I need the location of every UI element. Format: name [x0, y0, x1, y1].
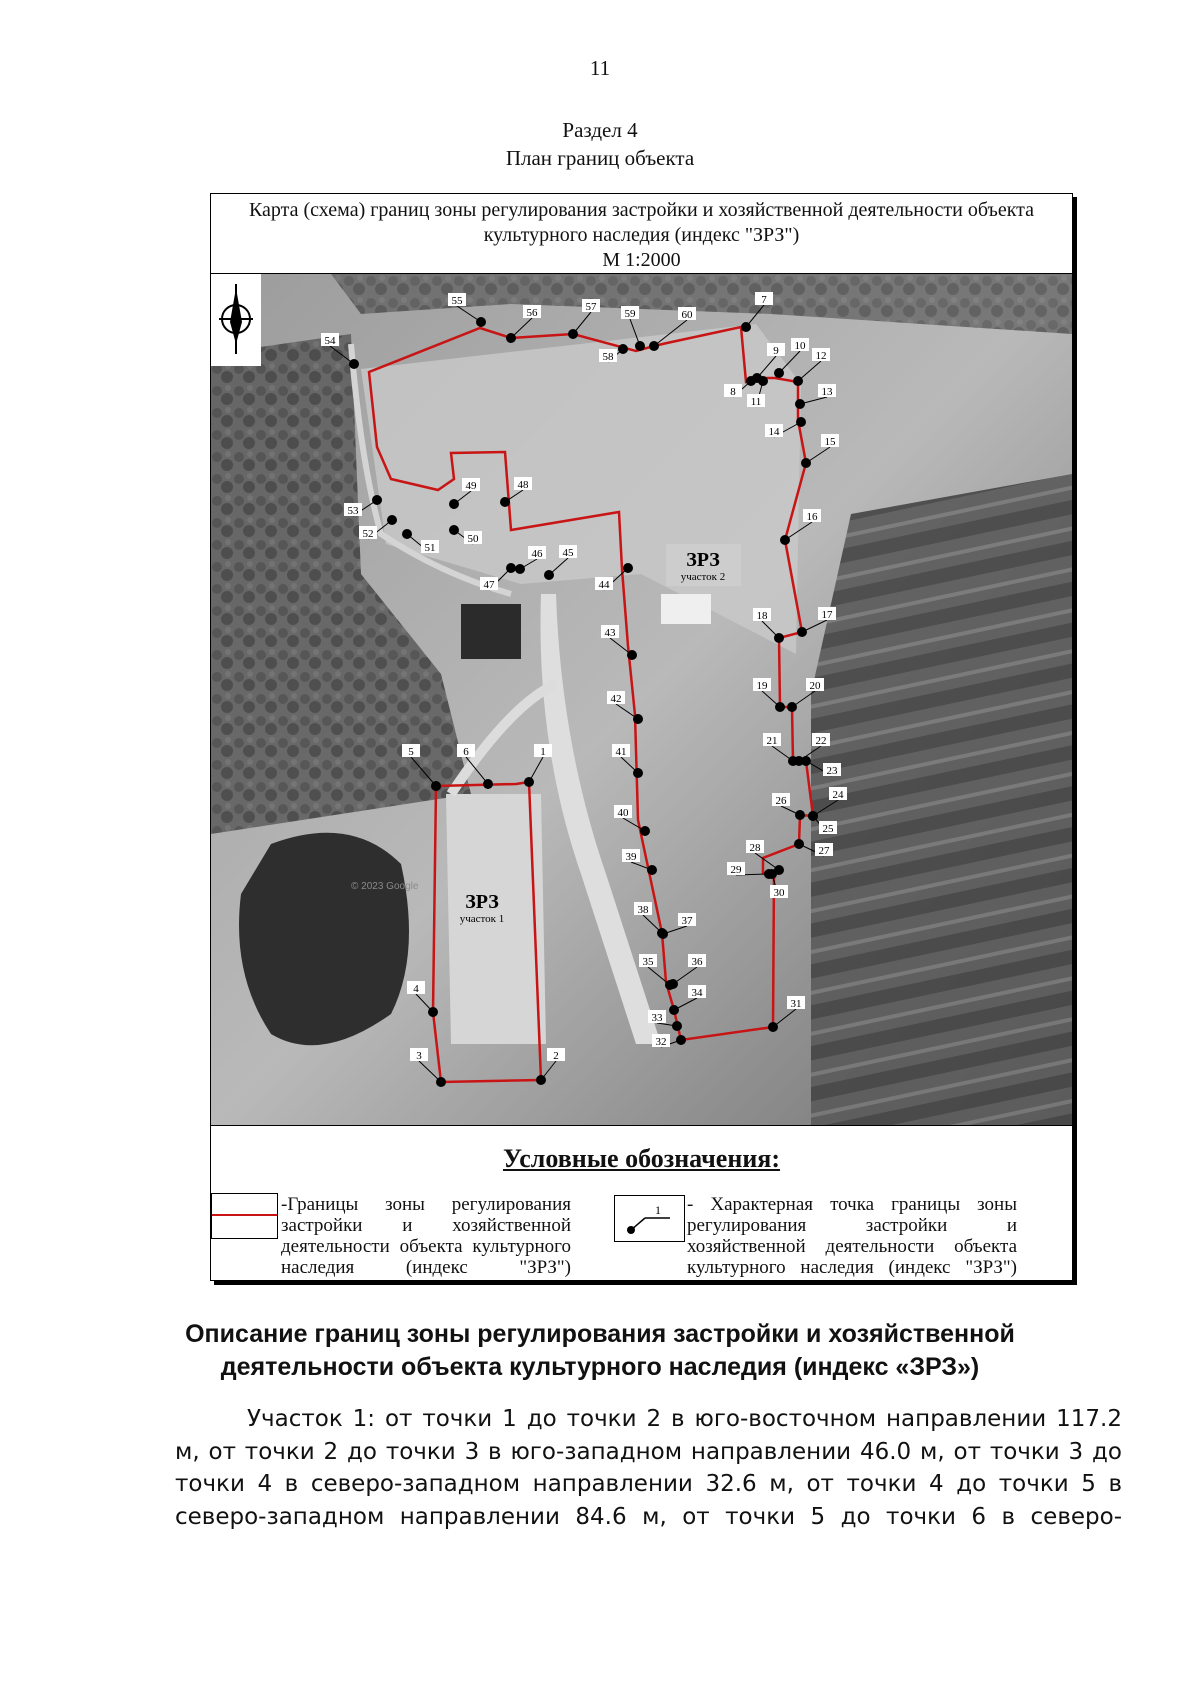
point-marker-46 [515, 564, 525, 574]
fields-right [811, 474, 1072, 1125]
legend-boundary-line-2: застройки и хозяйственной [281, 1215, 571, 1236]
map-image [211, 274, 1072, 1125]
point-label-25: 25 [822, 823, 834, 835]
legend-point-line-3: хозяйственной деятельности объекта [687, 1236, 1017, 1257]
point-marker-53 [372, 495, 382, 505]
point-marker-4 [428, 1007, 438, 1017]
point-label-34: 34 [691, 987, 703, 999]
legend-boundary-line-4: наследия (индекс "ЗРЗ") [281, 1257, 571, 1278]
legend-point-line-2: регулирования застройки и [687, 1215, 1017, 1236]
map-frame [210, 193, 1073, 1281]
legend [211, 1125, 1072, 1281]
zone-1-label [460, 891, 505, 925]
point-label-18: 18 [756, 610, 768, 622]
point-marker-27 [794, 839, 804, 849]
description-heading-line-2: деятельности объекта культурного наследия (индекс «ЗРЗ») [220, 1353, 980, 1381]
point-marker-54 [349, 359, 359, 369]
point-label-5: 5 [408, 746, 414, 758]
point-marker-30 [767, 869, 777, 879]
point-label-41: 41 [615, 746, 627, 758]
point-label-58: 58 [602, 351, 614, 363]
point-marker-48 [500, 497, 510, 507]
point-marker-14 [796, 417, 806, 427]
point-marker-1 [524, 777, 534, 787]
point-label-37: 37 [681, 915, 693, 927]
point-label-38: 38 [637, 904, 649, 916]
map-title-line-1: Карта (схема) границ зоны регулирования застройки и хозяйственной деятельности объекта [248, 199, 1035, 221]
point-marker-40 [640, 826, 650, 836]
point-marker-52 [387, 515, 397, 525]
point-marker-10 [774, 368, 784, 378]
point-label-36: 36 [691, 956, 703, 968]
point-label-8: 8 [730, 386, 736, 398]
point-label-6: 6 [463, 746, 469, 758]
zone-2-name: ЗРЗ [686, 549, 720, 571]
point-marker-7 [741, 322, 751, 332]
legend-point-line-4: культурного наследия (индекс "ЗРЗ") [687, 1257, 1017, 1278]
point-label-7: 7 [761, 294, 767, 306]
point-label-31: 31 [790, 998, 802, 1010]
point-label-39: 39 [625, 851, 637, 863]
point-marker-34 [669, 1005, 679, 1015]
point-marker-45 [544, 570, 554, 580]
point-marker-11 [758, 376, 768, 386]
description-paragraph: Участок 1: от точки 1 до точки 2 в юго-восточном направлении 117.2 м, от точки 2 до точки 3 в юго-западном направлении 46.0 м, от точки 3 до точки 4 в северо-западном направлении 32.6 м, от точки 4 до точки 5 в северо-западном направлении 84.6 м, от точки 5 до точки 6 в северо- [175, 1406, 1122, 1530]
point-label-22: 22 [815, 735, 827, 747]
point-label-3: 3 [416, 1050, 422, 1062]
point-marker-23 [801, 756, 811, 766]
point-label-42: 42 [610, 693, 622, 705]
point-marker-56 [506, 333, 516, 343]
point-label-20: 20 [809, 680, 821, 692]
point-label-35: 35 [642, 956, 654, 968]
point-label-1: 1 [540, 746, 546, 758]
point-marker-13 [795, 399, 805, 409]
point-marker-25 [808, 811, 818, 821]
point-label-30: 30 [773, 887, 785, 899]
section-heading: Раздел 4 [562, 118, 638, 142]
legend-boundary-description [281, 1194, 571, 1299]
point-marker-15 [801, 458, 811, 468]
point-label-4: 4 [413, 983, 419, 995]
point-marker-5 [431, 781, 441, 791]
point-marker-38 [657, 928, 667, 938]
point-marker-6 [483, 779, 493, 789]
point-label-51: 51 [424, 542, 436, 554]
pond [239, 833, 409, 1046]
legend-point-line-1: - Характерная точка границы зоны [687, 1194, 1017, 1215]
point-label-47: 47 [483, 579, 495, 591]
point-label-9: 9 [773, 345, 779, 357]
point-label-24: 24 [832, 789, 844, 801]
zone-1-name: ЗРЗ [465, 891, 499, 913]
description-heading-line-1: Описание границ зоны регулирования застройки и хозяйственной [185, 1320, 1015, 1348]
legend-point-label: 1 [655, 1203, 661, 1217]
point-label-19: 19 [756, 680, 768, 692]
point-marker-20 [787, 702, 797, 712]
map-title-line-2: культурного наследия (индекс "ЗРЗ") [483, 224, 800, 246]
legend-boundary-line-3: деятельности объекта культурного [281, 1236, 571, 1257]
page-number: 11 [589, 56, 611, 80]
point-marker-36 [668, 979, 678, 989]
point-marker-55 [476, 317, 486, 327]
north-arrow-icon [211, 274, 261, 366]
point-label-60: 60 [681, 309, 693, 321]
point-label-27: 27 [818, 845, 830, 857]
point-marker-39 [647, 865, 657, 875]
point-label-10: 10 [794, 340, 806, 352]
point-marker-3 [436, 1077, 446, 1087]
legend-point-sample [614, 1195, 685, 1242]
legend-title: Условные обозначения: [502, 1144, 781, 1173]
point-marker-31 [768, 1022, 778, 1032]
point-marker-33 [672, 1021, 682, 1031]
map-header [211, 194, 1072, 274]
point-marker-44 [623, 563, 633, 573]
point-label-32: 32 [655, 1036, 667, 1048]
point-label-15: 15 [824, 436, 836, 448]
point-marker-18 [774, 633, 784, 643]
point-label-45: 45 [562, 547, 574, 559]
map-watermark: © 2023 Google [351, 881, 419, 892]
point-marker-51 [402, 529, 412, 539]
zone-2-sub: участок 2 [680, 571, 726, 583]
point-label-13: 13 [821, 386, 833, 398]
point-label-23: 23 [826, 765, 838, 777]
point-label-49: 49 [465, 480, 477, 492]
point-label-26: 26 [775, 795, 787, 807]
zone-2-label [666, 544, 741, 586]
point-label-14: 14 [768, 426, 780, 438]
point-label-40: 40 [617, 807, 629, 819]
point-label-59: 59 [624, 308, 636, 320]
legend-line-sample [211, 1193, 278, 1239]
point-label-12: 12 [815, 350, 827, 362]
section-title [0, 116, 1200, 172]
map-scale: М 1:2000 [602, 249, 681, 271]
point-label-52: 52 [362, 528, 374, 540]
point-marker-19 [775, 702, 785, 712]
point-label-28: 28 [749, 842, 761, 854]
point-label-53: 53 [347, 505, 359, 517]
point-marker-59 [635, 341, 645, 351]
point-label-46: 46 [531, 548, 543, 560]
point-marker-57 [568, 329, 578, 339]
point-label-44: 44 [598, 579, 610, 591]
point-marker-42 [633, 714, 643, 724]
point-label-48: 48 [517, 479, 529, 491]
point-label-11: 11 [750, 396, 762, 408]
point-marker-32 [676, 1035, 686, 1045]
point-label-17: 17 [821, 609, 833, 621]
point-label-56: 56 [526, 307, 538, 319]
point-label-43: 43 [604, 627, 616, 639]
point-marker-41 [633, 768, 643, 778]
point-label-57: 57 [585, 301, 597, 313]
point-label-54: 54 [324, 335, 336, 347]
legend-boundary-line-1: -Границы зоны регулирования [281, 1194, 571, 1215]
legend-point-description [687, 1194, 1017, 1299]
point-label-33: 33 [651, 1012, 663, 1024]
section-subheading: План границ объекта [505, 146, 695, 170]
point-marker-58 [618, 344, 628, 354]
point-marker-16 [780, 535, 790, 545]
point-marker-12 [793, 376, 803, 386]
point-label-21: 21 [766, 735, 778, 747]
point-label-16: 16 [806, 511, 818, 523]
point-marker-47 [506, 563, 516, 573]
point-marker-26 [795, 810, 805, 820]
point-marker-60 [649, 341, 659, 351]
point-marker-43 [627, 650, 637, 660]
zone-1-sub: участок 1 [459, 913, 505, 925]
point-label-50: 50 [467, 533, 479, 545]
point-marker-50 [449, 525, 459, 535]
point-marker-49 [449, 499, 459, 509]
point-label-2: 2 [553, 1050, 559, 1062]
point-label-29: 29 [730, 864, 742, 876]
point-label-55: 55 [451, 295, 463, 307]
point-marker-17 [797, 627, 807, 637]
description-heading [180, 1318, 1020, 1384]
point-marker-2 [536, 1075, 546, 1085]
